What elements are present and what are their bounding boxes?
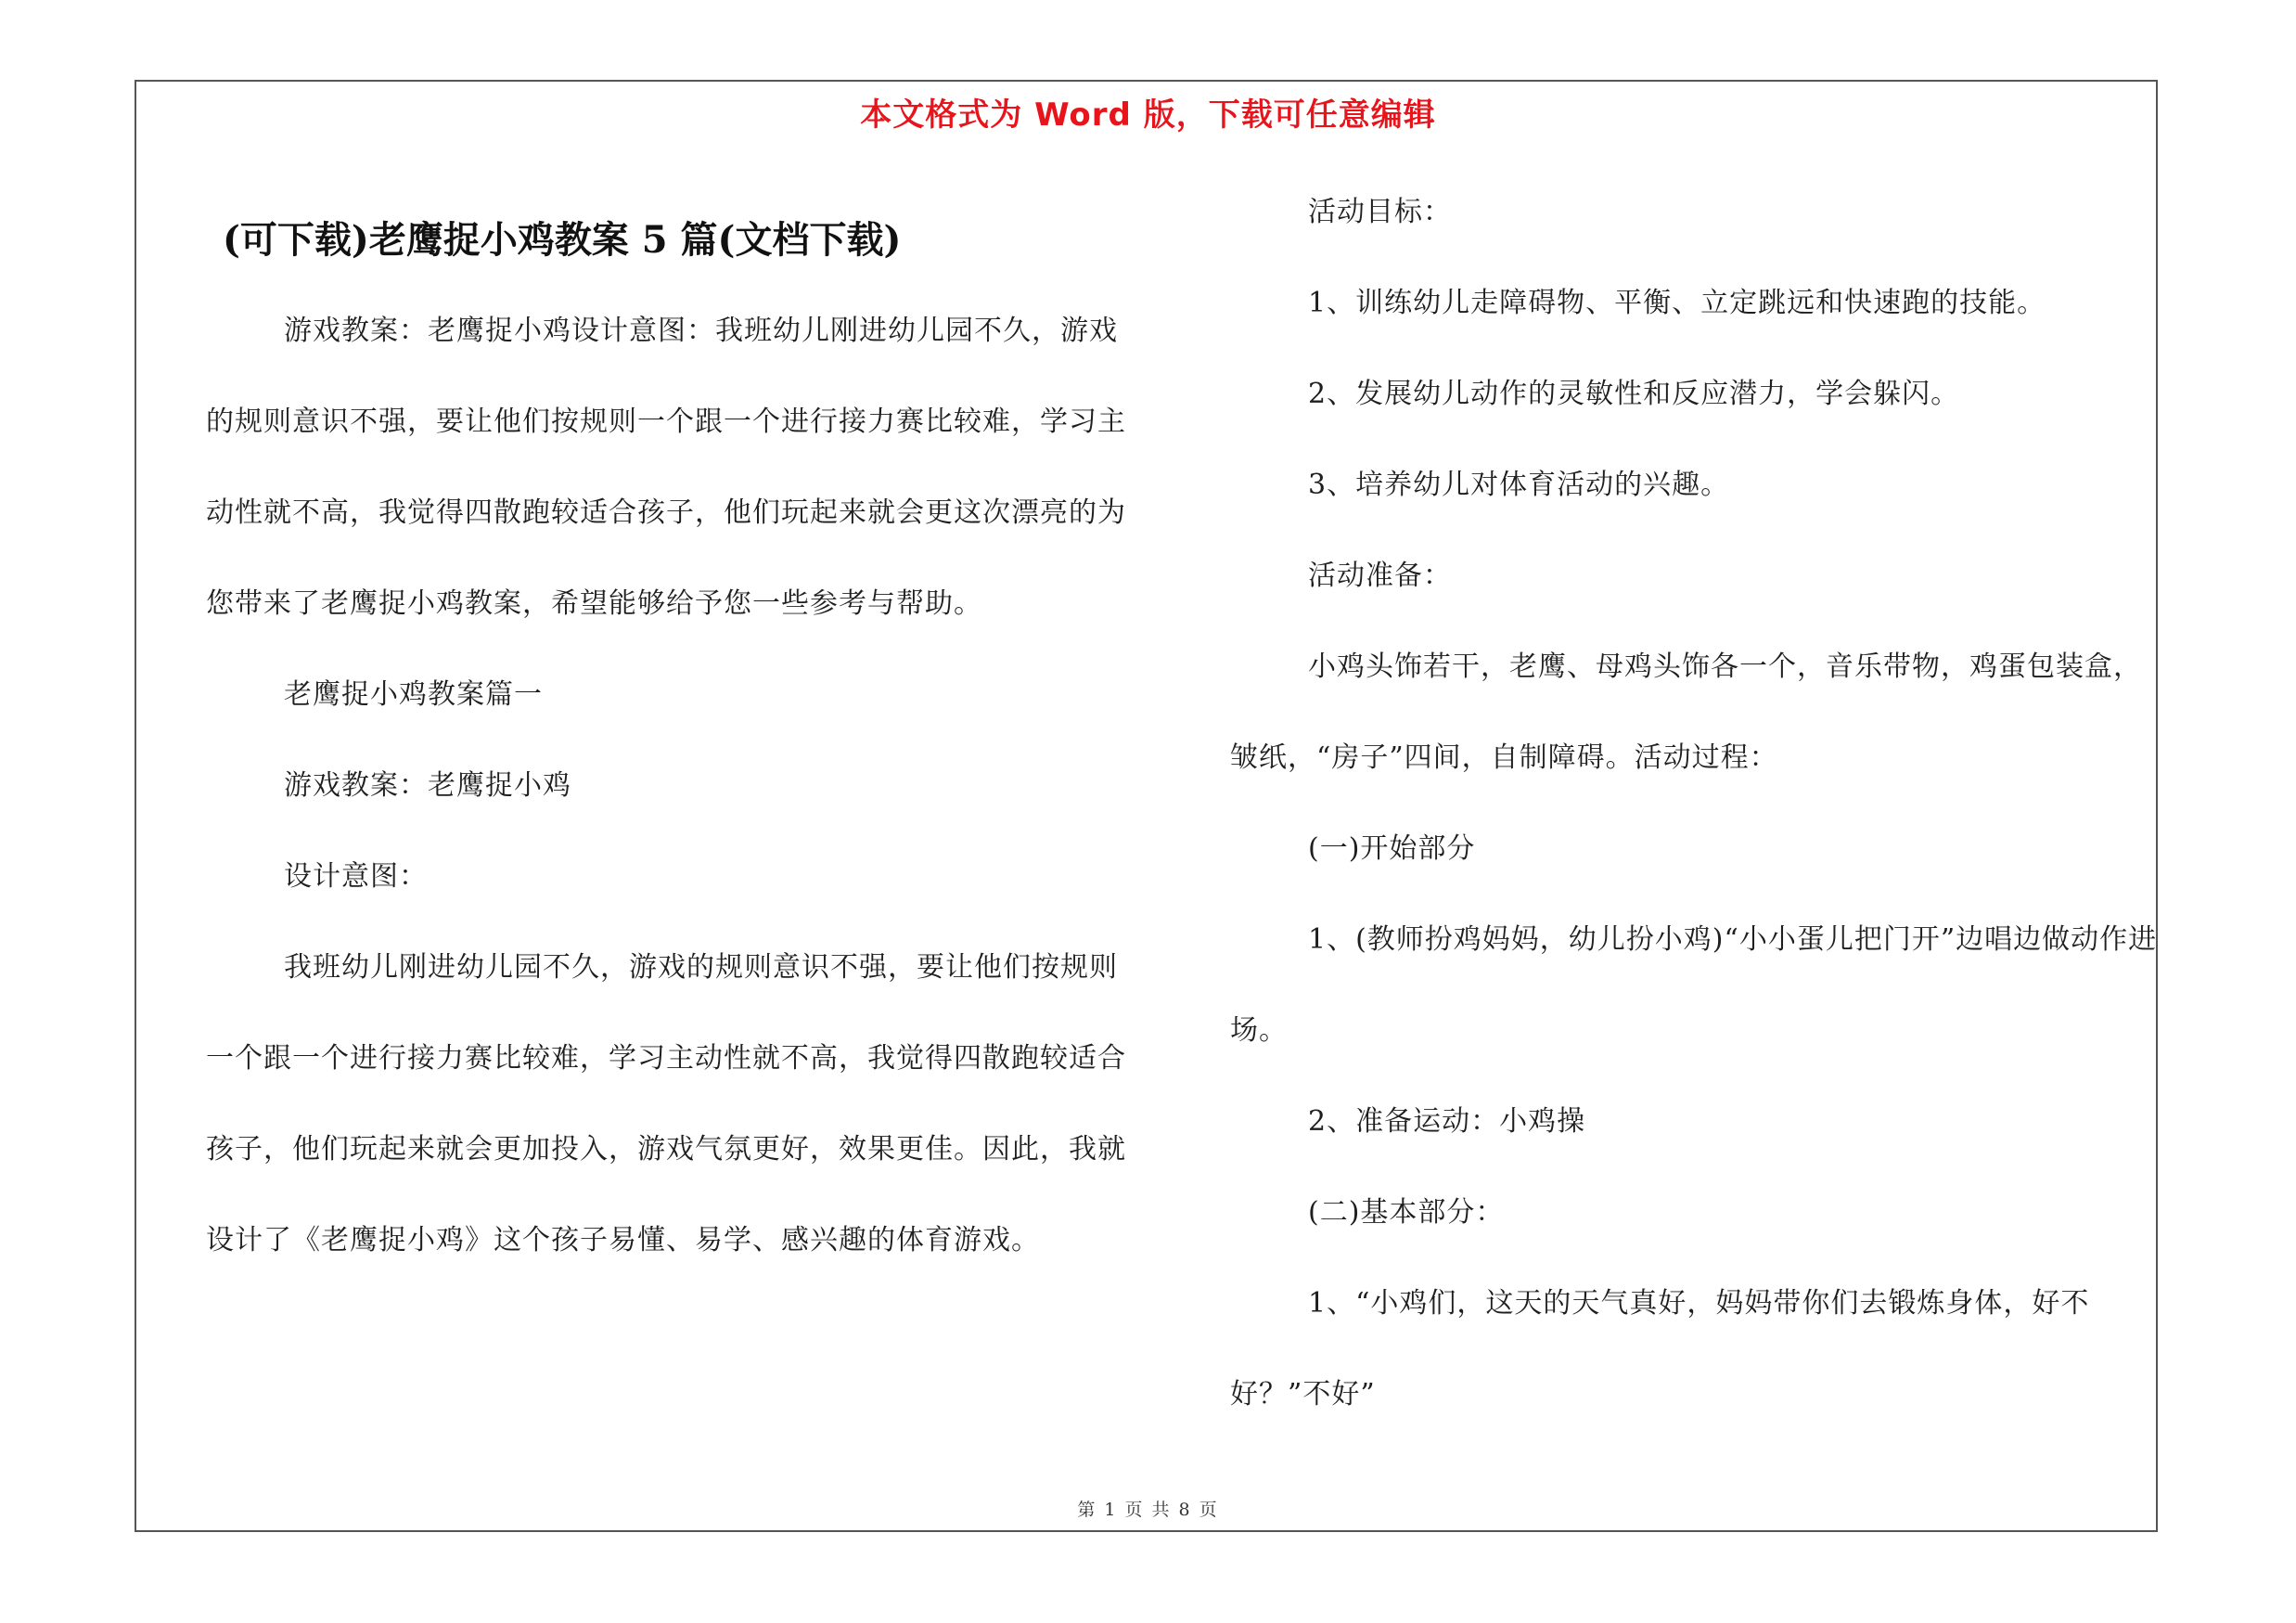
paragraph: 设计意图： bbox=[284, 860, 428, 893]
section-heading: 老鹰捉小鸡教案篇一 bbox=[284, 678, 543, 711]
list-item: 3、培养幼儿对体育活动的兴趣。 bbox=[1308, 469, 1730, 501]
paragraph: 游戏教案：老鹰捉小鸡设计意图：我班幼儿刚进幼儿园不久，游戏的规则意识不强，要让他们按规则一个跟一个进行接力赛比较难，学习主动性就不高，我觉得四散跑较适合孩子，他们玩起来就会更这次漂亮的为您带来了老鹰捉小鸡教案，希望能够给予您一些参考与帮助。 bbox=[206, 315, 1126, 620]
paragraph: 我班幼儿刚进幼儿园不久，游戏的规则意识不强，要让他们按规则一个跟一个进行接力赛比较难，学习主动性就不高，我觉得四散跑较适合孩子，他们玩起来就会更加投入，游戏气氛更好，效果更佳。因此，我就设计了《老鹰捉小鸡》这个孩子易懂、易学、感兴趣的体育游戏。 bbox=[206, 951, 1126, 1256]
page-number: 第 1 页 共 8 页 bbox=[1077, 1500, 1219, 1520]
list-item: 1、“小鸡们，这天的天气真好，妈妈带你们去锻炼身体，好不好？”不好” bbox=[1230, 1287, 2090, 1410]
list-item: 2、准备运动：小鸡操 bbox=[1308, 1105, 1586, 1138]
list-item: 1、训练幼儿走障碍物、平衡、立定跳远和快速跑的技能。 bbox=[1308, 287, 2046, 319]
paragraph: 游戏教案：老鹰捉小鸡 bbox=[284, 769, 571, 802]
paragraph: 活动目标： bbox=[1308, 196, 1452, 228]
paragraph: (二)基本部分： bbox=[1308, 1196, 1505, 1229]
left-column bbox=[206, 195, 1143, 1286]
right-column bbox=[1230, 167, 2158, 1440]
list-item: 1、(教师扮鸡妈妈，幼儿扮小鸡)“小小蛋儿把门开”边唱边做动作进场。 bbox=[1230, 923, 2158, 1047]
list-item: 2、发展幼儿动作的灵敏性和反应潜力，学会躲闪。 bbox=[1308, 378, 1960, 410]
paragraph: (一)开始部分 bbox=[1308, 832, 1476, 865]
document-title: (可下载)老鹰捉小鸡教案 5 篇(文档下载) bbox=[223, 218, 902, 262]
paragraph: 活动准备： bbox=[1308, 560, 1452, 592]
editable-banner: 本文格式为 Word 版，下载可任意编辑 bbox=[860, 97, 1436, 134]
paragraph: 小鸡头饰若干，老鹰、母鸡头饰各一个，音乐带物，鸡蛋包装盒，皱纸，“房子”四间，自制障碍。活动过程： bbox=[1230, 650, 2142, 774]
